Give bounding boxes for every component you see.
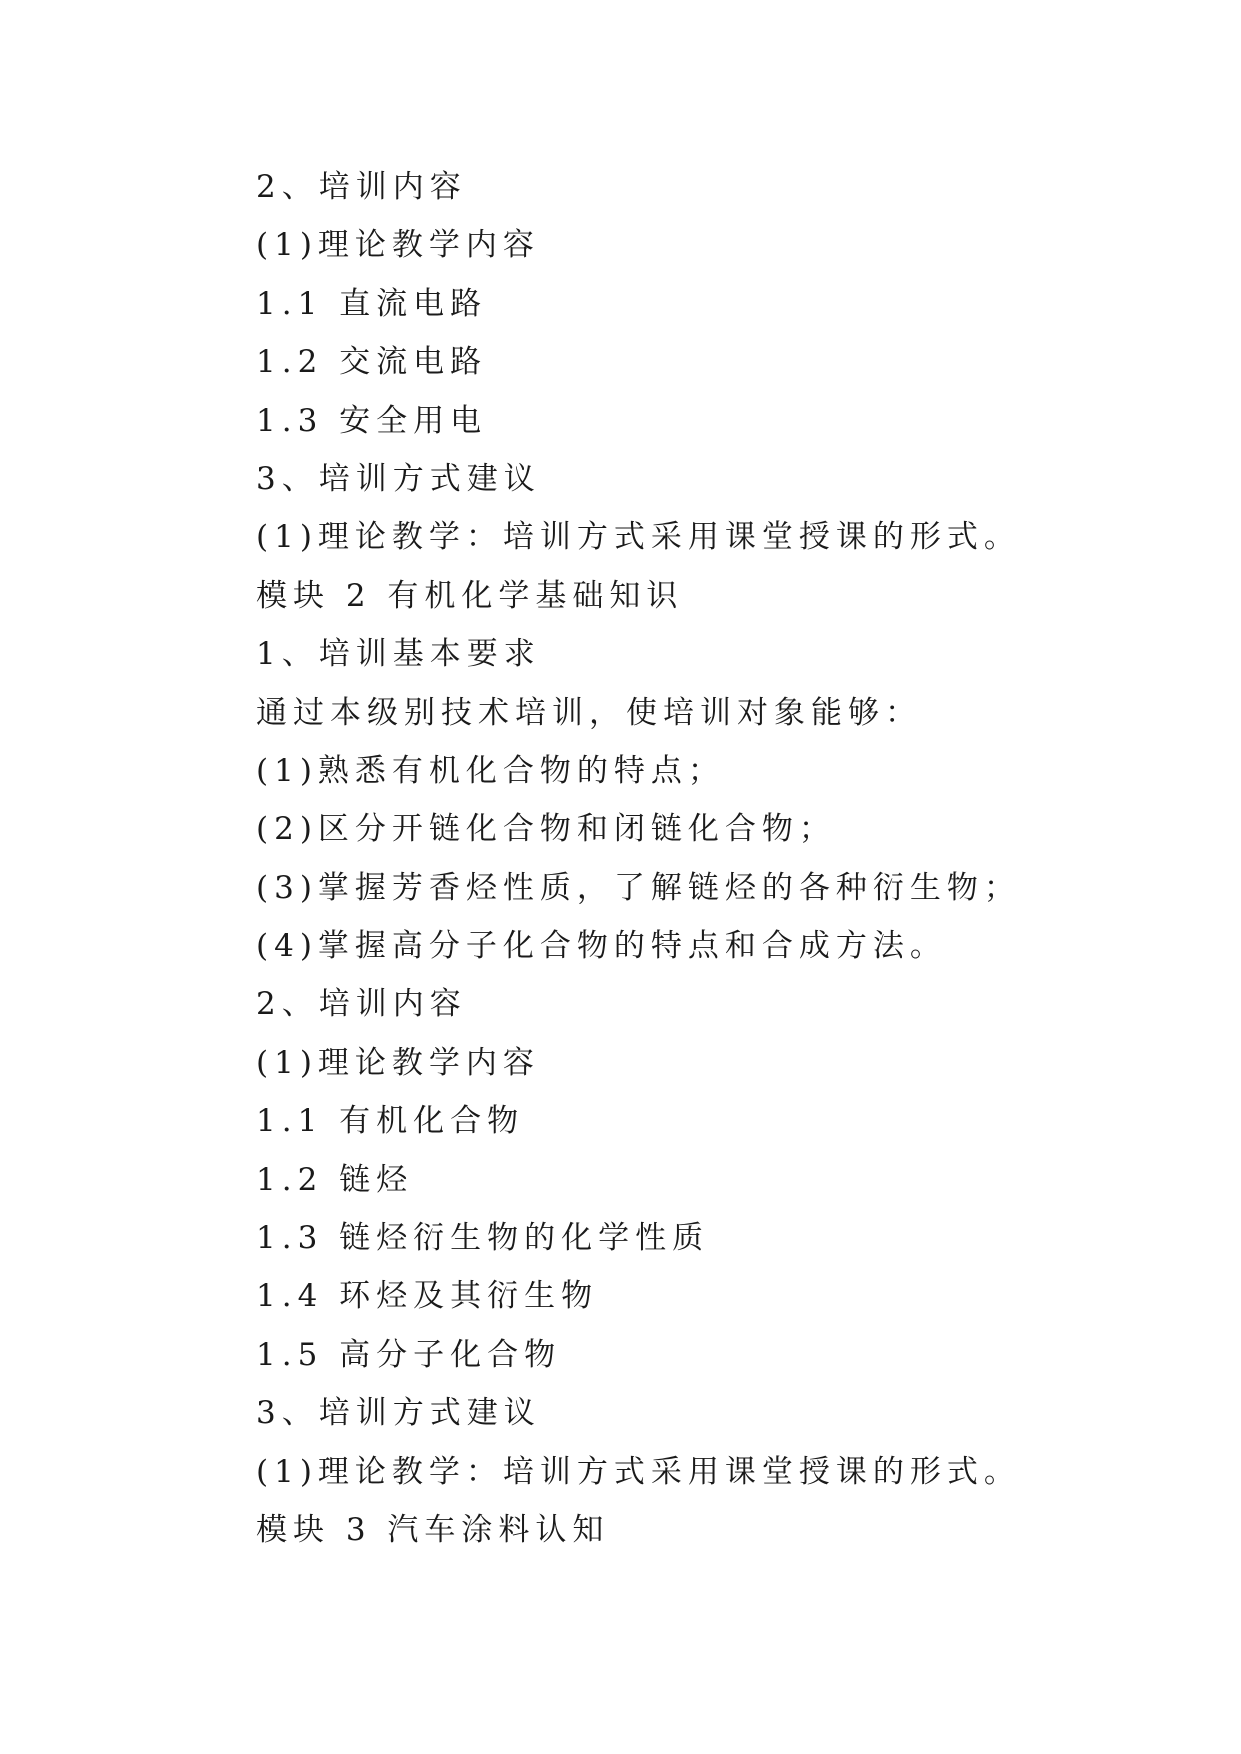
list-item: 1.1 直流电路	[256, 285, 488, 322]
paragraph-text: (1)理论教学：培训方式采用课堂授课的形式。	[256, 1453, 1021, 1490]
module-heading: 模块 3 汽车涂料认知	[256, 1511, 610, 1548]
list-item: 1.2 交流电路	[256, 344, 488, 381]
paragraph-text: 通过本级别技术培训，使培训对象能够：	[256, 694, 922, 731]
list-item: (2)区分开链化合物和闭链化合物；	[256, 811, 836, 848]
document-body	[256, 158, 1156, 1559]
list-item: 1.1 有机化合物	[256, 1103, 525, 1140]
list-item: 1.3 安全用电	[256, 402, 488, 439]
section-heading-training-content: 2、培训内容	[256, 986, 467, 1023]
list-item: 1.2 链烃	[256, 1161, 414, 1198]
subheading-theory-content: (1)理论教学内容	[256, 1044, 540, 1081]
list-item: 1.5 高分子化合物	[256, 1336, 562, 1373]
module-heading: 模块 2 有机化学基础知识	[256, 577, 684, 614]
section-heading-training-content: 2、培训内容	[256, 169, 467, 205]
list-item: (1)熟悉有机化合物的特点；	[256, 752, 725, 789]
section-heading-training-method: 3、培训方式建议	[256, 1395, 541, 1432]
section-heading-basic-requirements: 1、培训基本要求	[256, 636, 541, 673]
list-item: 1.4 环烃及其衍生物	[256, 1278, 599, 1315]
subheading-theory-content: (1)理论教学内容	[256, 227, 540, 264]
section-heading-training-method: 3、培训方式建议	[256, 460, 541, 497]
paragraph-text: (1)理论教学：培训方式采用课堂授课的形式。	[256, 519, 1021, 556]
list-item: (4)掌握高分子化合物的特点和合成方法。	[256, 928, 947, 965]
list-item: 1.3 链烃衍生物的化学性质	[256, 1220, 710, 1257]
list-item: (3)掌握芳香烃性质，了解链烃的各种衍生物；	[256, 869, 1021, 906]
